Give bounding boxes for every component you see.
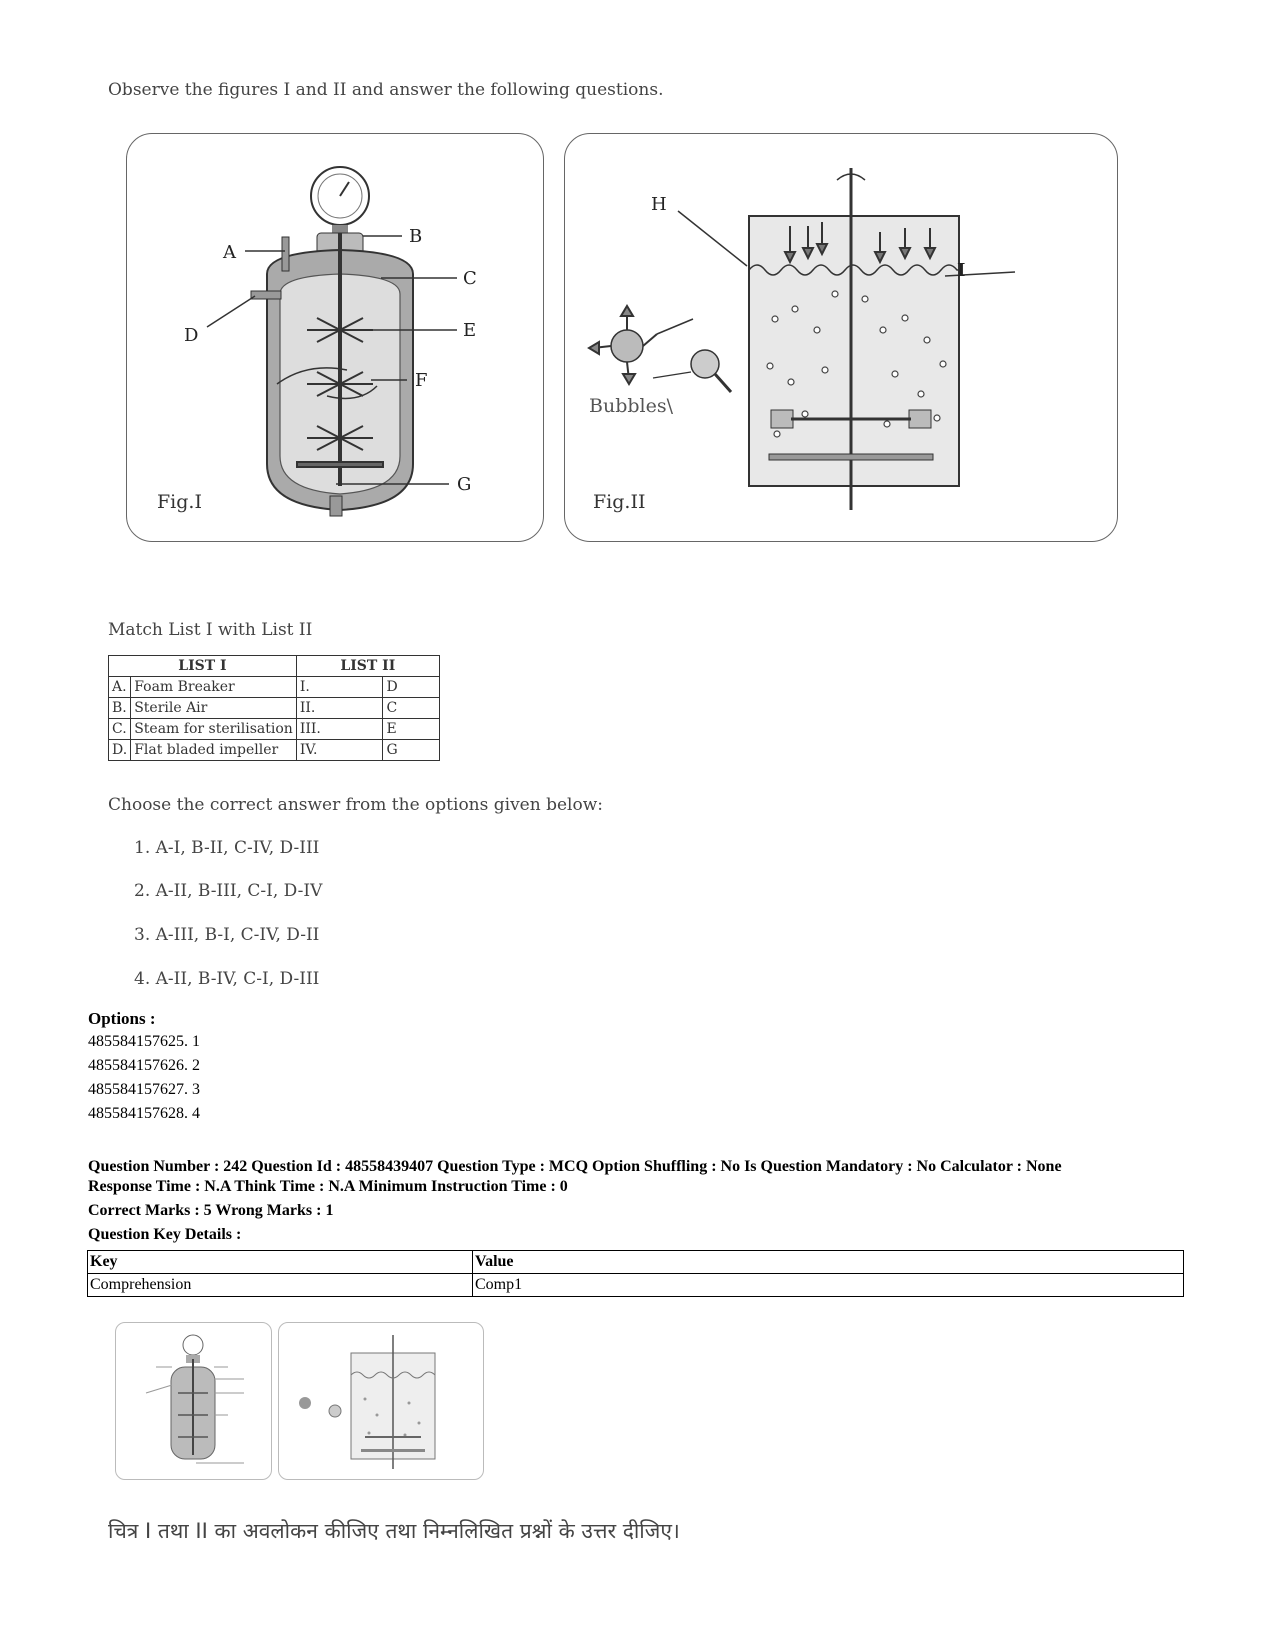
option-3: 485584157627. 3 xyxy=(88,1081,200,1098)
row-item: Flat bladed impeller xyxy=(131,740,297,761)
fig1-label-f: F xyxy=(415,370,428,391)
options-heading: Options : xyxy=(88,1009,156,1028)
row-letter: A. xyxy=(109,677,131,698)
key-header: Key xyxy=(88,1251,473,1274)
list1-header: LIST I xyxy=(109,656,297,677)
choice-1: 1. A-I, B-II, C-IV, D-III xyxy=(134,838,320,858)
option-2: 485584157626. 2 xyxy=(88,1057,200,1074)
key-details-heading: Question Key Details : xyxy=(88,1226,242,1243)
fig1-label-c: C xyxy=(463,268,477,289)
question-meta-line1: Question Number : 242 Question Id : 48558439407 Question Type : MCQ Option Shuffling : No Is Question Mandatory : No Calculator : None xyxy=(88,1158,1062,1175)
row-match: D xyxy=(383,677,439,698)
match-table xyxy=(108,655,440,761)
fermenter-diagram xyxy=(127,134,543,541)
match-row xyxy=(109,698,440,719)
thumb-fermenter xyxy=(116,1323,271,1479)
hindi-instruction: चित्र I तथा II का अवलोकन कीजिए तथा निम्नलिखित प्रश्नों के उत्तर दीजिए। xyxy=(108,1519,680,1543)
fig1-label-a: A xyxy=(223,242,236,263)
key-details-table xyxy=(87,1250,1184,1297)
value-cell: Comp1 xyxy=(473,1274,1184,1297)
row-item: Foam Breaker xyxy=(131,677,297,698)
fig2-label-h: H xyxy=(651,194,667,215)
fig1-label-d: D xyxy=(184,325,199,346)
fig2-caption: Fig.II xyxy=(593,491,646,513)
choice-4: 4. A-II, B-IV, C-I, D-III xyxy=(134,969,320,989)
match-row xyxy=(109,719,440,740)
match-row xyxy=(109,740,440,761)
value-header: Value xyxy=(473,1251,1184,1274)
bubbles-label: Bubbles\ xyxy=(589,395,673,417)
row-numeral: IV. xyxy=(296,740,383,761)
match-title: Match List I with List II xyxy=(108,620,313,640)
list2-header: LIST II xyxy=(296,656,439,677)
row-letter: B. xyxy=(109,698,131,719)
row-numeral: I. xyxy=(296,677,383,698)
row-item: Steam for sterilisation xyxy=(131,719,297,740)
row-numeral: II. xyxy=(296,698,383,719)
row-match: C xyxy=(383,698,439,719)
fig2-label-i: I xyxy=(957,260,966,281)
option-4: 485584157628. 4 xyxy=(88,1105,200,1122)
fig1-caption: Fig.I xyxy=(157,491,202,513)
intro-text: Observe the figures I and II and answer the following questions. xyxy=(108,80,664,100)
table-row xyxy=(88,1274,1184,1297)
choose-instruction: Choose the correct answer from the options given below: xyxy=(108,795,603,815)
row-match: E xyxy=(383,719,439,740)
thumb-figure-2 xyxy=(278,1322,484,1480)
option-1: 485584157625. 1 xyxy=(88,1033,200,1050)
figure-1 xyxy=(126,133,544,542)
question-meta-line2: Response Time : N.A Think Time : N.A Minimum Instruction Time : 0 xyxy=(88,1178,568,1195)
fig1-label-g: G xyxy=(457,474,472,495)
key-cell: Comprehension xyxy=(88,1274,473,1297)
thumb-bubble-reactor xyxy=(279,1323,483,1479)
row-numeral: III. xyxy=(296,719,383,740)
row-match: G xyxy=(383,740,439,761)
fig1-label-b: B xyxy=(409,226,423,247)
row-letter: D. xyxy=(109,740,131,761)
choice-3: 3. A-III, B-I, C-IV, D-II xyxy=(134,925,320,945)
bubble-reactor-diagram xyxy=(565,134,1117,541)
row-item: Sterile Air xyxy=(131,698,297,719)
row-letter: C. xyxy=(109,719,131,740)
match-row xyxy=(109,677,440,698)
fig1-label-e: E xyxy=(463,320,477,341)
choice-2: 2. A-II, B-III, C-I, D-IV xyxy=(134,881,323,901)
figure-2 xyxy=(564,133,1118,542)
question-marks: Correct Marks : 5 Wrong Marks : 1 xyxy=(88,1202,334,1219)
thumb-figure-1 xyxy=(115,1322,272,1480)
